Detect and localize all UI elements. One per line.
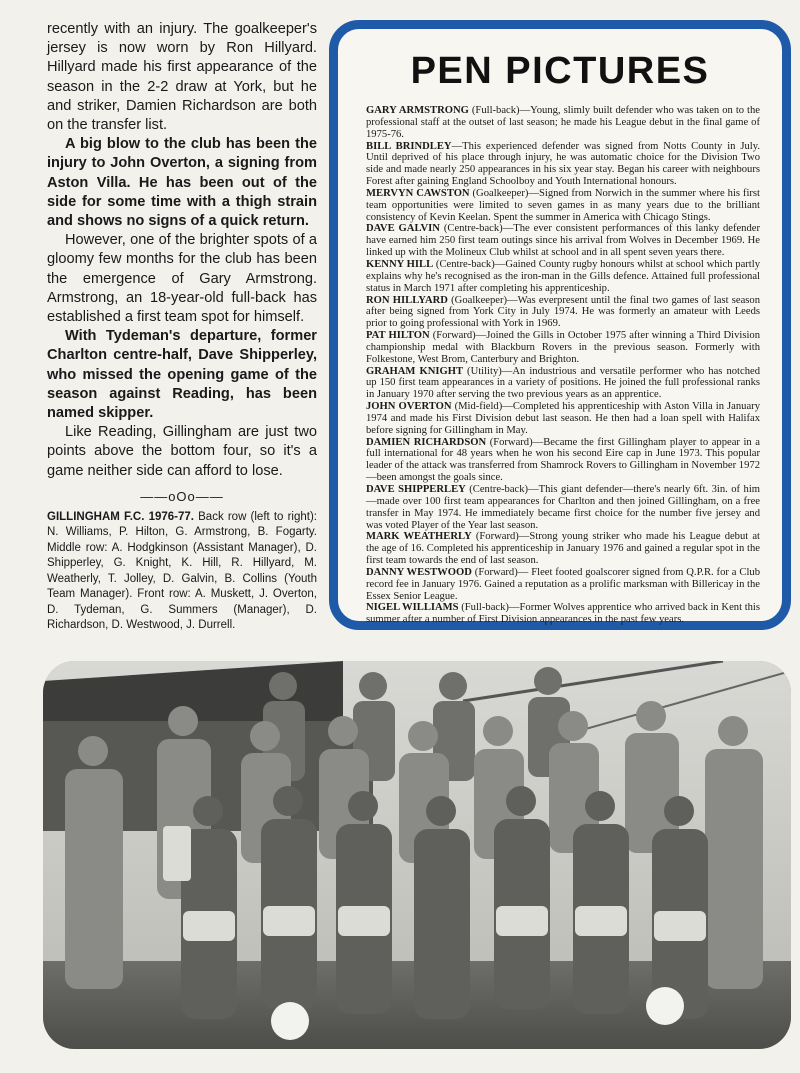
article-paragraph-5: Like Reading, Gillingham are just two points above the bottom four, so it's a game neither side can afford to lose.	[47, 424, 317, 479]
article-paragraph-4: With Tydeman's departure, former Charlton centre-half, Dave Shipperley, who missed the opening game of the season against Reading, has been named skipper.	[47, 328, 317, 422]
pen-pictures-list	[366, 105, 760, 626]
pen-entry-text: (Full-back)—Former Wolves apprentice who arrived back in Kent this summer after a number of First Division appearances in the past few years.	[366, 602, 761, 626]
article-paragraph-3: However, one of the brighter spots of a gloomy few months for the club has been the emergence of Gary Armstrong. Armstrong, an 18-year-old full-back has established a first team spot for himself.	[47, 232, 317, 326]
pen-entry	[366, 105, 760, 141]
pen-entry	[366, 602, 760, 626]
pen-entry-name: BILL BRINDLEY	[366, 140, 452, 152]
pen-entry	[366, 188, 760, 224]
pen-entry-name: MARK WEATHERLY	[366, 531, 472, 543]
pen-entry-name: NIGEL WILLIAMS	[366, 602, 459, 614]
pen-entry	[366, 567, 760, 603]
pen-entry-text: (Centre-back)—This giant defender—there's nearly 6ft. 3in. of him—made over 100 first team appearances for Charlton and then joined Gillingham, on a free transfer in May 1974. He immediately became first choice for the number five jersey and was voted Player of the Year last season.	[366, 484, 760, 531]
pen-entry-name: GARY ARMSTRONG	[366, 105, 469, 116]
pen-entry	[366, 366, 760, 402]
pen-entry-name: DANNY WESTWOOD	[366, 566, 472, 578]
pen-entry-name: DAVE SHIPPERLEY	[366, 484, 466, 495]
pen-entry-text: (Mid-field)—Completed his apprenticeship with Aston Villa in January 1974 and made his First Division debut last season. He then had a loan spell with Halifax before signing for Gillingham in May.	[366, 401, 761, 436]
pen-entry	[366, 531, 760, 567]
pen-entry	[366, 484, 760, 531]
pen-pictures-title: PEN PICTURES	[410, 50, 710, 92]
pen-entry-name: JOHN OVERTON	[366, 401, 452, 413]
pen-entry	[366, 437, 760, 484]
pen-entry-name: DAMIEN RICHARDSON	[366, 436, 487, 448]
pen-entry	[366, 295, 760, 331]
pen-pictures-box	[329, 20, 791, 630]
pen-entry-text: (Centre-back)—Gained County rugby honours whilst at school which partly explains why he's recognised as the iron-man in the Gills defence. Attained full professional status in March 1971 after completing his apprenticeship.	[366, 258, 760, 294]
pen-entry	[366, 141, 760, 188]
pen-entry-name: RON HILLYARD	[366, 294, 448, 306]
football-left	[271, 1002, 309, 1040]
article-paragraph-1: recently with an injury. The goalkeeper's jersey is now worn by Ron Hillyard. Hillyard made his first appearance of the season in the 2-2 draw at York, but he and striker, Damien Richardson are both on the transfer list.	[47, 21, 317, 134]
pen-entry-text: (Full-back)—Young, slimly built defender who was taken on to the professional staff at the outset of last season; he made his League debut in the final game of 1975-76.	[366, 105, 761, 140]
pen-entry-text: (Centre-back)—The ever consistent performances of this lanky defender have earned him 250 first team outings since his arrival from Wolves in December 1969. He linked up with the Molineux Club whilst at school and in all spent seven years there.	[366, 223, 760, 259]
pen-entry	[366, 259, 760, 295]
caption-text: Back row (left to right): N. Williams, P. Hilton, G. Armstrong, B. Fogarty. Middle row: A. Hodgkinson (Assistant Manager), D. Shipperley, G. Knight, K. Hill, R. Hillyard, M. Weatherly, T. Jolley, D. Galvin, B. Collins (Youth Team Manager). Front row: A. Muskett, J. Overton, D. Tydeman, G. Summers (Manager), D. Richardson, D. Westwood, J. Durrell.	[47, 511, 317, 631]
team-photograph	[43, 661, 791, 1049]
article-column	[47, 20, 317, 633]
pen-entry	[366, 401, 760, 437]
pen-entry-name: DAVE GALVIN	[366, 223, 440, 235]
pen-entry-text: (Forward)—Joined the Gills in October 1975 after winning a Third Division championship medal with Blackburn Rovers in the previous season. Formerly with Folkestone, West Brom, Canterbury and Brighton.	[366, 330, 760, 365]
pen-entry-name: MERVYN CAWSTON	[366, 187, 470, 199]
pen-entry-name: PAT HILTON	[366, 330, 430, 342]
section-separator: ——oOo——	[140, 488, 224, 504]
pen-entry-text: (Forward)—Strong young striker who made his League debut at the age of 16. Completed his apprenticeship in January 1976 and gained a regular spot in the first team towards the end of last season.	[366, 531, 760, 567]
pen-entry-name: GRAHAM KNIGHT	[366, 365, 464, 377]
pen-entry-text: —This experienced defender was signed from Notts County in July. Until deprived of his place through injury, he was automatic choice for the Division Two side and made nearly 250 appearances in his six year stay. Began his career with neighbours Forest after gaining England Schoolboy and Youth International honours.	[366, 140, 760, 188]
pen-entry-text: (Forward)—Became the first Gillingham player to appear in a full international for 48 years when he won his second Eire cap in June 1973. This popular leader of the attack was transferred from Shamrock Rovers to Gillingham in November 1972—been amongst the goals since.	[366, 436, 760, 484]
pen-entry-text: (Goalkeeper)—Signed from Norwich in the summer where his first team opportunities were limited to seven games in as many years due to the brilliant consistency of Kevin Keelan. Spent the summer in America with Chicago Stings.	[366, 187, 760, 223]
caption-title: GILLINGHAM F.C. 1976-77.	[47, 511, 194, 524]
article-paragraph-2: A big blow to the club has been the injury to John Overton, a signing from Aston Villa. He has been out of the side for some time with a thigh strain and shows no signs of a quick return.	[47, 136, 317, 230]
pen-entry-text: (Utility)—An industrious and versatile performer who has notched up 150 first team appearances in a variety of positions. He joined the full professional ranks in January 1970 after serving the two previous years as an apprentice.	[366, 365, 760, 401]
football-right	[646, 987, 684, 1025]
pen-entry	[366, 223, 760, 259]
pen-entry-name: KENNY HILL	[366, 258, 434, 270]
pen-entry	[366, 330, 760, 366]
photo-caption	[47, 510, 317, 633]
team-photo-illustration	[43, 661, 791, 1049]
pen-entry-text: (Goalkeeper)—Was everpresent until the final two games of last season after being signed from York City in July 1974. He was formerly an amateur with Leeds prior to going professional with York in 1969.	[366, 294, 760, 330]
pen-entry-text: (Forward)— Fleet footed goalscorer signed from Q.P.R. for a Club record fee in January 1976. Gained a reputation as a prolific marksman with Billericay in the Essex Senior League.	[366, 566, 760, 602]
